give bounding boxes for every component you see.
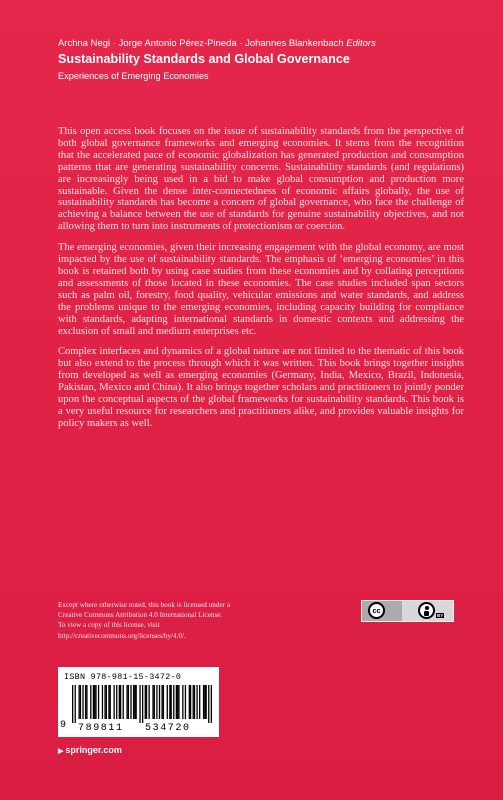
blurb-paragraph-3: Complex interfaces and dynamics of a global nature are not limited to the thematic of this book but also extend to the process through which it was written. This book brings together insights from developed as well as emerging economies (Germany, India, Mexico, Brazil, Indonesia, Pakistan, Mexico and China). It also brings together scholars and practitioners to jointly ponder upon the conceptual aspects of the global frameworks for sustainability standards. This book is a very useful resource for researchers and practitioners alike, and provides valuable insights for policy makers as well. bbox=[58, 346, 464, 429]
barcode-bar bbox=[130, 685, 131, 719]
barcode-bar bbox=[80, 685, 81, 719]
blurb bbox=[58, 126, 464, 439]
barcode-bar bbox=[154, 685, 155, 719]
barcode-bars bbox=[72, 685, 212, 723]
barcode-bar bbox=[106, 685, 107, 719]
barcode-bar bbox=[182, 685, 183, 719]
editors-names: Archna Negi · Jorge Antonio Pérez-Pineda · Johannes Blankenbach bbox=[58, 37, 344, 48]
cc-by-license-badge bbox=[361, 600, 454, 622]
barcode-bar bbox=[199, 685, 200, 719]
isbn-label: ISBN 978-981-15-3472-0 bbox=[64, 672, 182, 682]
barcode-bar bbox=[194, 685, 195, 719]
license-line: To view a copy of this license, visit bbox=[58, 621, 160, 630]
person-head bbox=[425, 606, 429, 610]
barcode-bar bbox=[116, 685, 117, 719]
barcode-bar bbox=[90, 685, 91, 719]
attribution-person-icon bbox=[418, 602, 435, 619]
barcode-bar bbox=[146, 685, 147, 719]
book-subtitle: Experiences of Emerging Economies bbox=[58, 71, 209, 81]
barcode-digits-right: 534720 bbox=[145, 723, 191, 734]
blurb-paragraph-1: This open access book focuses on the issue of sustainability standards from the perspective of both global governance frameworks and emerging economies. It stems from the recognition that the accelerated pace of economic globalization has generated production and consumption patterns that are generating sustainability concerns. Sustainability standards (and regulations) are increasingly being used in a bid to make global consumption and production more sustainable. Given the dense inter-connectedness of economic affairs globally, the use of sustainability standards has become a concern of global governance, who face the challenge of achieving a balance between the use of standards for genuine sustainability objectives, and not allowing them to turn into instruments of protectionism or coercion. bbox=[58, 126, 464, 233]
barcode-digit-first: 9 bbox=[60, 720, 67, 731]
barcode-bar bbox=[94, 685, 95, 719]
barcode-bar bbox=[110, 685, 111, 719]
barcode-bar bbox=[86, 685, 87, 719]
barcode-bar bbox=[93, 685, 94, 719]
barcode-bar bbox=[203, 685, 204, 719]
barcode-bar bbox=[196, 685, 197, 719]
barcode-bar bbox=[120, 685, 121, 719]
license-url: http://creativecommons.org/licenses/by/4.0/. bbox=[58, 631, 186, 640]
barcode-bar bbox=[104, 685, 105, 719]
barcode-bar bbox=[193, 685, 194, 719]
license-line: Creative Commons Attribution 4.0 International License. bbox=[58, 611, 223, 620]
barcode-bar bbox=[126, 685, 127, 719]
publisher-link[interactable] bbox=[58, 745, 122, 755]
barcode-bar bbox=[190, 685, 191, 719]
barcode-bar bbox=[152, 685, 153, 719]
barcode-bar bbox=[167, 685, 168, 719]
barcode-bar bbox=[163, 685, 164, 719]
by-label: BY bbox=[437, 613, 444, 618]
cc-icon: cc bbox=[368, 602, 385, 619]
barcode-bar bbox=[173, 685, 174, 719]
barcode-bar bbox=[128, 685, 129, 719]
barcode-digits-left: 789811 bbox=[78, 723, 124, 734]
isbn-barcode bbox=[58, 667, 219, 737]
barcode-bar bbox=[102, 685, 103, 719]
barcode-bar bbox=[136, 685, 137, 719]
publisher-url: springer.com bbox=[65, 745, 122, 755]
barcode-bar bbox=[169, 685, 170, 719]
barcode-bar bbox=[204, 685, 205, 719]
barcode-bar bbox=[82, 685, 83, 719]
person-body bbox=[424, 611, 429, 616]
license-line: Except where otherwise noted, this book is licensed under a bbox=[58, 601, 231, 609]
barcode-bar bbox=[206, 685, 207, 719]
barcode-bar bbox=[211, 685, 212, 723]
barcode-bar bbox=[123, 685, 124, 719]
barcode-bar bbox=[145, 685, 146, 719]
triangle-right-icon: ▶ bbox=[58, 748, 64, 755]
barcode-bar bbox=[75, 685, 76, 723]
license-notice bbox=[58, 600, 308, 641]
editors-role: Editors bbox=[346, 37, 376, 48]
barcode-bar bbox=[142, 685, 143, 723]
barcode-bar bbox=[171, 685, 172, 719]
barcode-bar bbox=[134, 685, 135, 719]
barcode-bar bbox=[78, 685, 79, 719]
barcode-bar bbox=[176, 685, 177, 719]
barcode-bar bbox=[161, 685, 162, 719]
barcode-bar bbox=[148, 685, 149, 719]
barcode-bar bbox=[178, 685, 179, 719]
barcode-bar bbox=[177, 685, 178, 719]
barcode-bar bbox=[159, 685, 160, 719]
barcode-bar bbox=[139, 685, 140, 723]
barcode-bar bbox=[108, 685, 109, 719]
barcode-bar bbox=[113, 685, 114, 719]
barcode-bar bbox=[189, 685, 190, 719]
blurb-paragraph-2: The emerging economies, given their increasing engagement with the global economy, are most impacted by the use of sustainability standards. The emphasis of ‘emerging economies’ in this book is retained both by using case studies from these economies and by collating perceptions and assessments of those located in these economies. The case studies included span sectors such as palm oil, forestry, food quality, vehicular emissions and water standards, and address the problems unique to the emerging economies, including capacity building for compliance with standards, adapting international standards in domestic contexts and addressing the exclusion of small and medium enterprises etc. bbox=[58, 242, 464, 337]
barcode-bar bbox=[98, 685, 99, 719]
book-title: Sustainability Standards and Global Governance bbox=[58, 52, 350, 66]
barcode-bar bbox=[85, 685, 86, 719]
editors-line bbox=[58, 37, 376, 48]
barcode-bar bbox=[185, 685, 186, 719]
barcode-bar bbox=[208, 685, 209, 723]
barcode-bar bbox=[95, 685, 96, 719]
barcode-bar bbox=[133, 685, 134, 719]
barcode-bar bbox=[119, 685, 120, 719]
barcode-bar bbox=[72, 685, 73, 723]
barcode-bar bbox=[156, 685, 157, 719]
